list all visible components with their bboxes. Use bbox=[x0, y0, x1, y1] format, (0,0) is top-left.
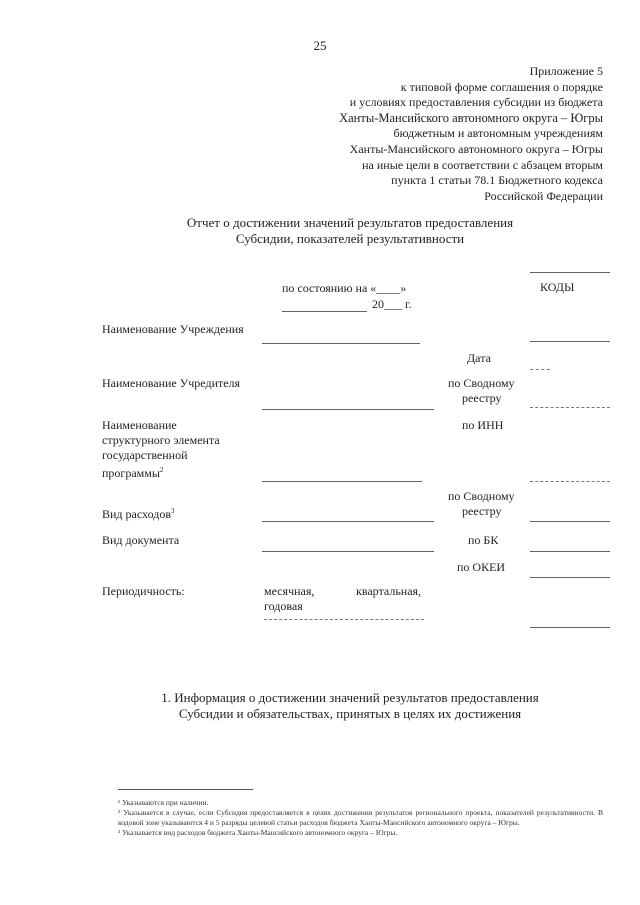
founder-underline[interactable] bbox=[262, 409, 434, 410]
code-label-registry-b: по Сводному bbox=[448, 489, 515, 503]
code-label-bk: по БК bbox=[468, 533, 499, 547]
expense-type-underline[interactable] bbox=[262, 521, 434, 522]
footnote-2: ² Указывается в случае, если Субсидия предоставляется в целях достижения результатов регионального проекта, показателей результативности. В кодовой зоне указываются 4 и 5 разряды целевой статьи расходов бюджета Ханты-Мансийского автономного округа – Югры. bbox=[118, 808, 603, 827]
as-of-date-line1: по состоянию на «____» bbox=[282, 281, 407, 295]
appendix-line: Ханты-Мансийского автономного округа – Югры bbox=[349, 141, 603, 156]
institution-label: Наименование Учреждения bbox=[102, 322, 244, 336]
code-cell-rule bbox=[530, 627, 610, 628]
code-label-date: Дата bbox=[467, 351, 491, 365]
founder-label: Наименование Учредителя bbox=[102, 376, 241, 390]
as-of-date-line2: 20___ г. bbox=[372, 297, 412, 311]
periodicity-yearly: годовая bbox=[264, 599, 303, 613]
appendix-line: на иные цели в соответствии с абзацем вторым bbox=[362, 157, 603, 172]
code-cell-rule bbox=[530, 369, 550, 370]
codes-label: КОДЫ bbox=[540, 280, 575, 294]
code-label-registry-b-2: реестру bbox=[462, 504, 502, 518]
institution-underline[interactable] bbox=[262, 343, 420, 344]
program-element-label-2: структурного элемента bbox=[102, 433, 220, 447]
program-element-label-text: программы bbox=[102, 466, 160, 480]
appendix-line: Российской Федерации bbox=[484, 188, 603, 203]
document-type-label: Вид документа bbox=[102, 533, 180, 547]
report-title bbox=[120, 215, 580, 247]
periodicity-label: Периодичность: bbox=[102, 584, 185, 598]
periodicity-monthly: месячная, bbox=[264, 584, 315, 598]
appendix-line: пункта 1 статьи 78.1 Бюджетного кодекса bbox=[391, 173, 603, 188]
expense-type-label bbox=[102, 504, 175, 522]
footnotes bbox=[118, 798, 603, 838]
footnote-separator bbox=[118, 789, 253, 790]
appendix-line: к типовой форме соглашения о порядке bbox=[400, 79, 603, 94]
program-element-label-3: государственной bbox=[102, 448, 188, 462]
footnote-3: ³ Указывается вид расходов бюджета Ханты-Мансийского автономного округа – Югры. bbox=[118, 828, 398, 837]
appendix-line: Ханты-Мансийского автономного округа – Югры bbox=[339, 110, 603, 125]
page-number: 25 bbox=[313, 38, 327, 53]
appendix-line: и условиях предоставления субсидии из бюджета bbox=[349, 95, 603, 110]
code-cell-rule bbox=[530, 481, 610, 482]
code-cell-rule bbox=[530, 577, 610, 578]
code-label-registry-2: реестру bbox=[462, 391, 502, 405]
program-element-underline[interactable] bbox=[262, 481, 422, 482]
document-type-underline[interactable] bbox=[262, 551, 434, 552]
footnote-1: ¹ Указываются при наличии. bbox=[118, 798, 209, 807]
appendix-line: бюджетным и автономным учреждениям bbox=[393, 126, 603, 141]
code-label-okei: по ОКЕИ bbox=[457, 560, 506, 574]
appendix-line: Приложение 5 bbox=[529, 64, 603, 78]
expense-type-text: Вид расходов bbox=[102, 507, 171, 521]
section-title-line: 1. Информация о достижении значений результатов предоставления bbox=[161, 690, 539, 705]
appendix-header bbox=[263, 64, 603, 204]
codes-top-rule bbox=[530, 272, 610, 273]
periodicity-quarterly: квартальная, bbox=[356, 584, 422, 598]
code-label-registry: по Сводному bbox=[448, 376, 515, 390]
code-cell-rule bbox=[530, 341, 610, 342]
report-title-line: Отчет о достижении значений результатов предоставления bbox=[186, 215, 514, 230]
footnote-ref: 2 bbox=[159, 466, 164, 474]
code-cell-rule bbox=[530, 407, 610, 408]
code-cell-rule bbox=[530, 551, 610, 552]
footnote-ref: 3 bbox=[171, 507, 175, 515]
as-of-underline bbox=[282, 311, 367, 312]
periodicity-underline[interactable] bbox=[264, 619, 424, 620]
section-title-line: Субсидии и обязательствах, принятых в целях их достижения bbox=[178, 706, 522, 721]
report-title-line: Субсидии, показателей результативности bbox=[235, 231, 465, 246]
program-element-label-1: Наименование bbox=[102, 418, 177, 432]
code-cell-rule bbox=[530, 521, 610, 522]
code-label-inn: по ИНН bbox=[462, 418, 504, 432]
section-title bbox=[130, 690, 570, 722]
program-element-label-4 bbox=[102, 463, 163, 481]
